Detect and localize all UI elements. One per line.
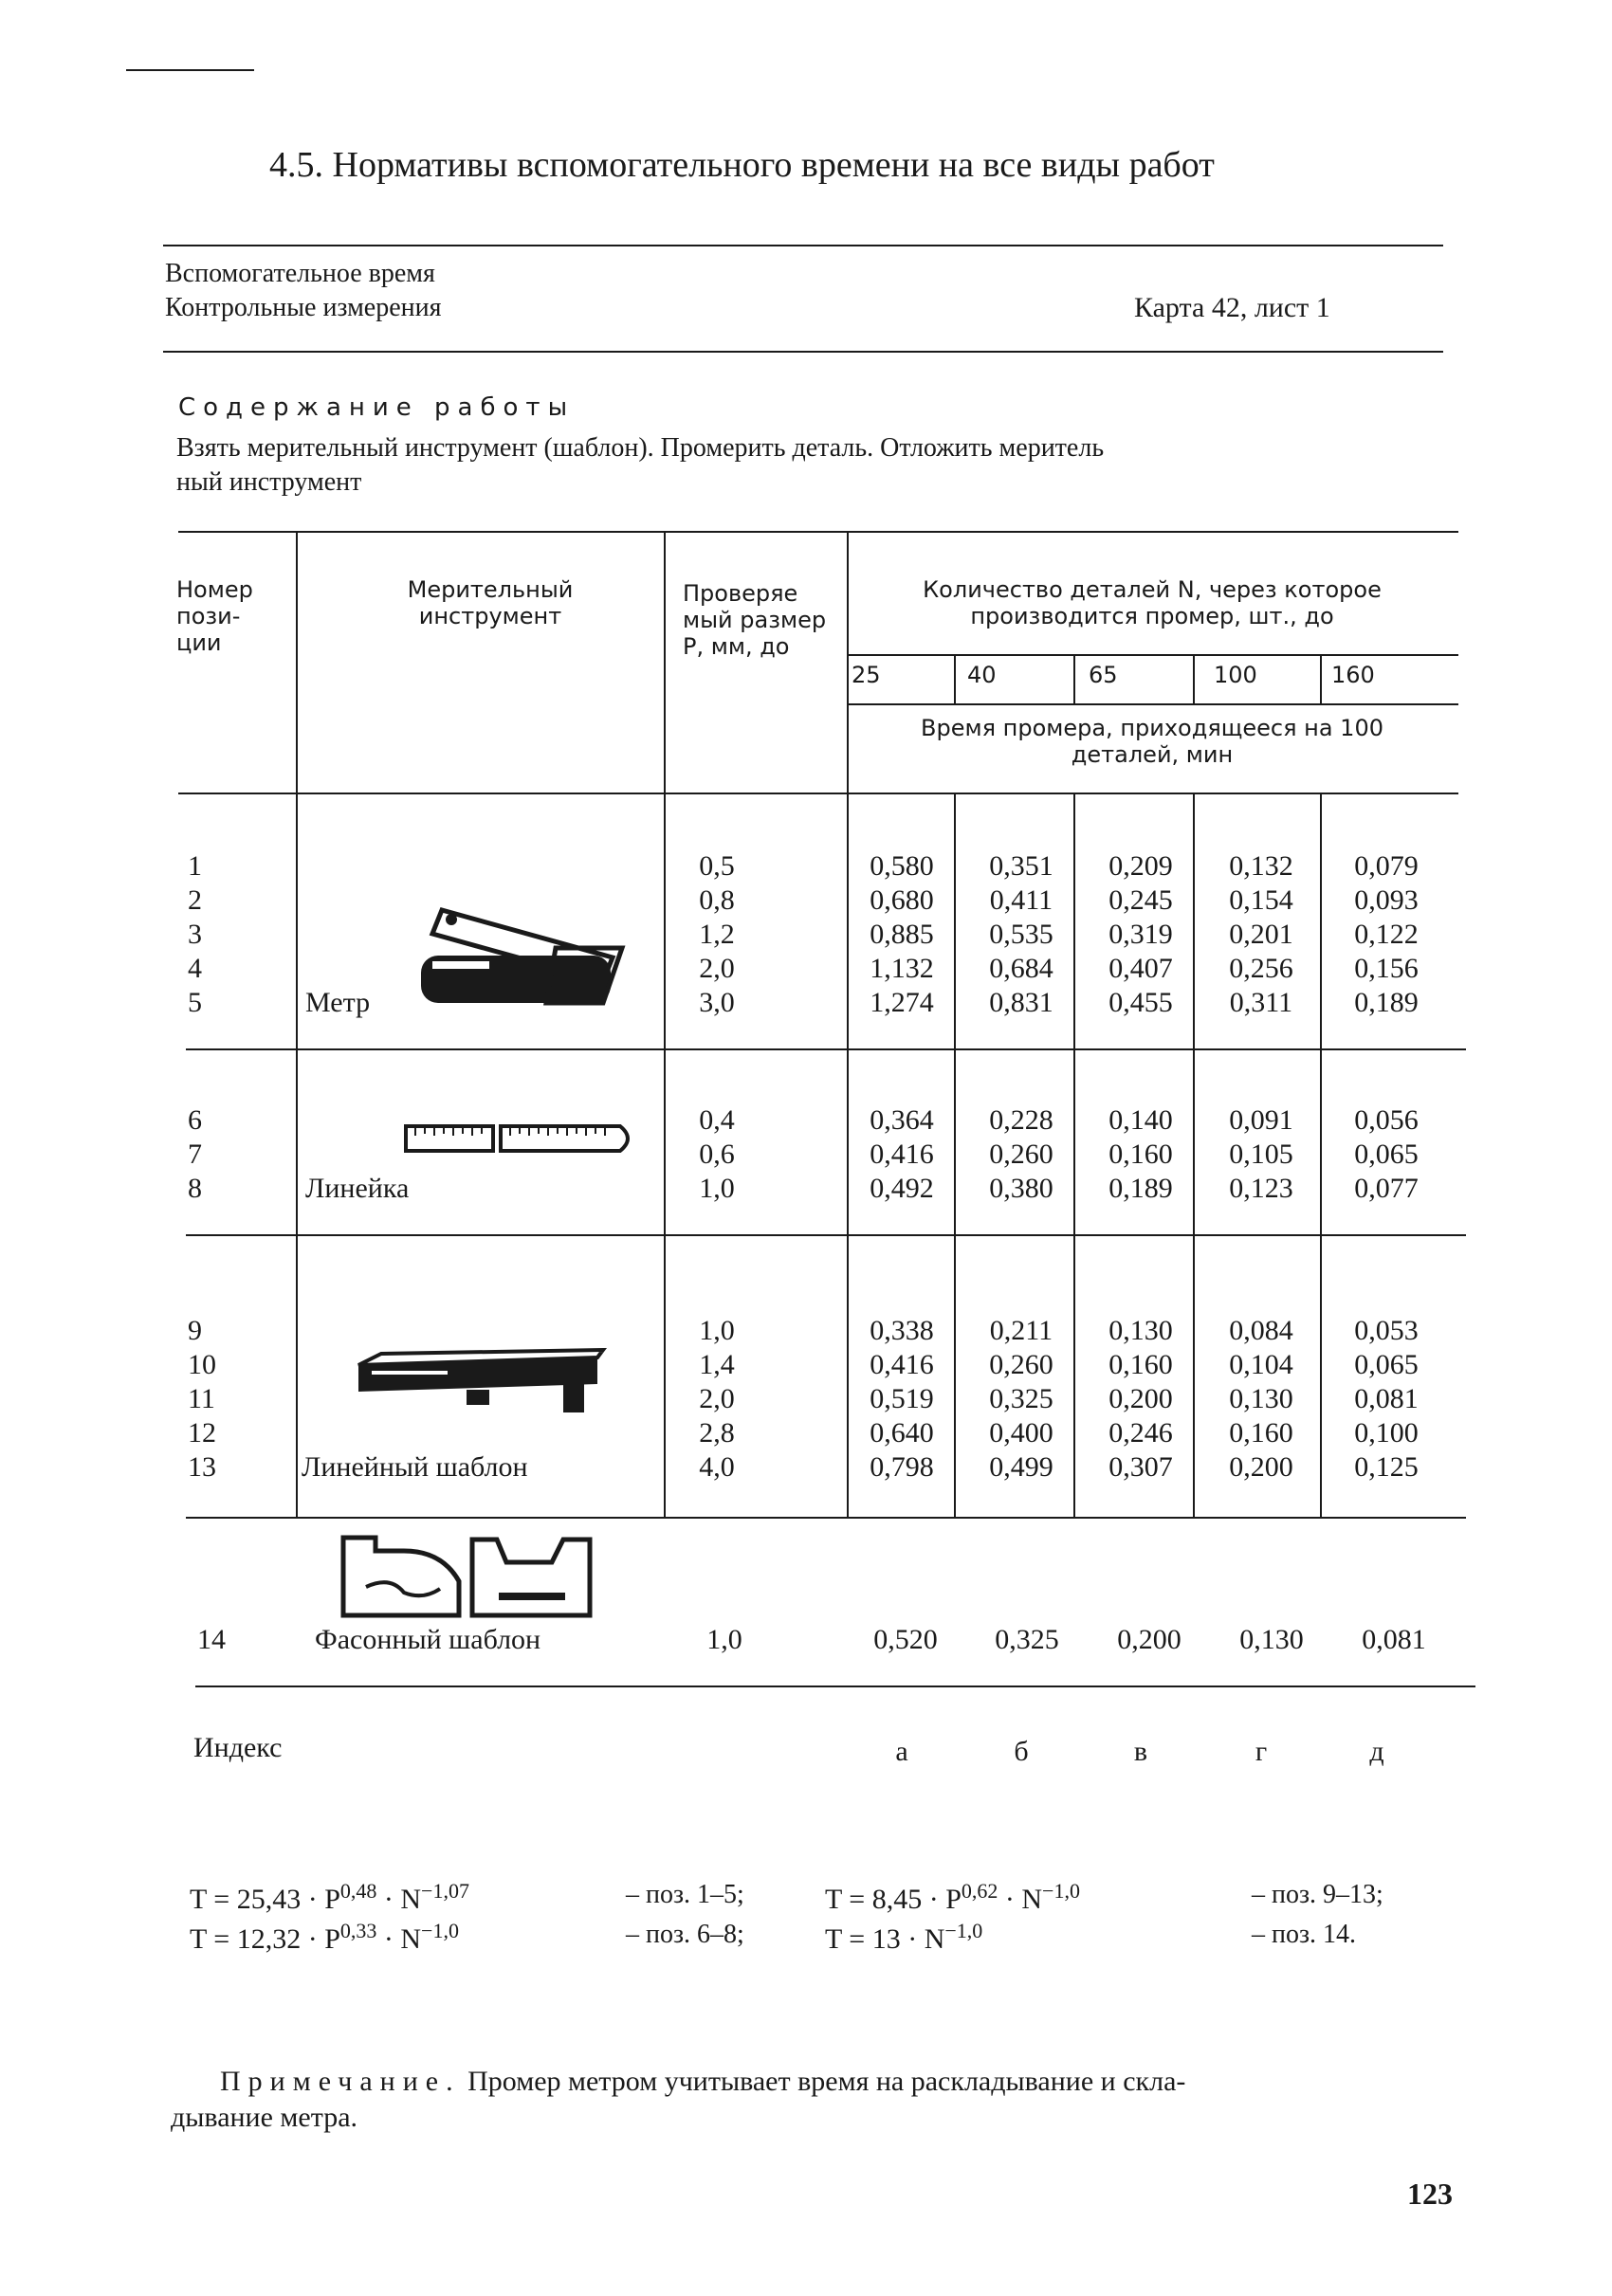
v-7-e: 0,065 — [1354, 1139, 1419, 1170]
v-12-d: 0,160 — [1229, 1417, 1293, 1449]
formula-3-tail: – поз. 6–8; — [626, 1920, 744, 1949]
p-5: 3,0 — [699, 987, 735, 1018]
p-13: 4,0 — [699, 1451, 735, 1483]
table-rule-n-top — [847, 654, 1458, 656]
v-6-e: 0,056 — [1354, 1104, 1419, 1136]
n-sep-2 — [1073, 654, 1075, 703]
v-11-d: 0,130 — [1229, 1383, 1293, 1414]
header-left-1: Вспомогательное время — [165, 259, 435, 288]
v-3-a: 0,885 — [870, 919, 934, 950]
formula-4: $T = 13 \cdot N^{-1,0}$ — [825, 1919, 983, 1955]
pos-13: 13 — [188, 1451, 216, 1483]
v-3-d: 0,201 — [1229, 919, 1293, 950]
v-1-b: 0,351 — [989, 850, 1053, 882]
v-10-b: 0,260 — [989, 1349, 1053, 1380]
p-12: 2,8 — [699, 1417, 735, 1449]
p-4: 2,0 — [699, 953, 735, 984]
v-1-a: 0,580 — [870, 850, 934, 882]
v-12-b: 0,400 — [989, 1417, 1053, 1449]
v-1-e: 0,079 — [1354, 850, 1419, 882]
p-9: 1,0 — [699, 1315, 735, 1346]
v-8-b: 0,380 — [989, 1173, 1053, 1204]
pos-7: 7 — [188, 1139, 202, 1170]
v-14-d: 0,130 — [1239, 1624, 1304, 1655]
v-13-d: 0,200 — [1229, 1451, 1293, 1483]
p-7: 0,6 — [699, 1139, 735, 1170]
v-14-a: 0,520 — [873, 1624, 938, 1655]
v-4-b: 0,684 — [989, 953, 1053, 984]
instrument-label-ruler: Линейка — [305, 1173, 410, 1204]
group-rule-3 — [186, 1517, 1466, 1519]
index-v: в — [1133, 1736, 1148, 1767]
note — [220, 2065, 1472, 2099]
n-40: 40 — [967, 662, 997, 688]
v-13-a: 0,798 — [870, 1451, 934, 1483]
group-rule-2 — [186, 1234, 1466, 1236]
v-2-a: 0,680 — [870, 884, 934, 916]
pos-11: 11 — [188, 1383, 215, 1414]
vline-pos — [296, 531, 298, 1517]
formula-2: $T = 8,45 \cdot P^{0,62} \cdot N^{-1,0}$ — [825, 1879, 1080, 1915]
top-short-rule — [126, 69, 254, 71]
pos-2: 2 — [188, 884, 202, 916]
pos-10: 10 — [188, 1349, 216, 1380]
pos-14: 14 — [197, 1624, 226, 1655]
n-65: 65 — [1089, 662, 1118, 688]
note-label: Примечание. — [220, 2066, 461, 2097]
v-5-c: 0,455 — [1108, 987, 1173, 1018]
n-160: 160 — [1331, 662, 1375, 688]
v-11-e: 0,081 — [1354, 1383, 1419, 1414]
instrument-label-meter: Метр — [305, 987, 371, 1018]
v-12-a: 0,640 — [870, 1417, 934, 1449]
v-9-c: 0,130 — [1108, 1315, 1173, 1346]
v-6-a: 0,364 — [870, 1104, 934, 1136]
v-14-b: 0,325 — [995, 1624, 1059, 1655]
v-5-d: 0,311 — [1229, 987, 1293, 1018]
shaped-template-icon — [338, 1534, 594, 1619]
v-10-e: 0,065 — [1354, 1349, 1419, 1380]
col-header-time: Время промера, приходящееся на 100 деталей, мин — [921, 715, 1383, 768]
table-rule-n-bottom — [847, 703, 1458, 705]
col-header-size: Проверяе мый размер P, мм, до — [683, 580, 827, 660]
v-13-e: 0,125 — [1354, 1451, 1419, 1483]
v-6-c: 0,140 — [1108, 1104, 1173, 1136]
page-number: 123 — [1407, 2177, 1453, 2211]
v-9-e: 0,053 — [1354, 1315, 1419, 1346]
pos-4: 4 — [188, 953, 202, 984]
pos-12: 12 — [188, 1417, 216, 1449]
v-7-b: 0,260 — [989, 1139, 1053, 1170]
v-2-c: 0,245 — [1108, 884, 1173, 916]
p-2: 0,8 — [699, 884, 735, 916]
group-rule-1 — [186, 1048, 1466, 1050]
linear-template-icon — [353, 1348, 609, 1420]
v-5-b: 0,831 — [989, 987, 1053, 1018]
v-12-e: 0,100 — [1354, 1417, 1419, 1449]
pos-5: 5 — [188, 987, 202, 1018]
vline-v4 — [1320, 793, 1322, 1517]
col-header-count: Количество деталей N, через которое производится промер, шт., до — [923, 576, 1382, 629]
v-11-b: 0,325 — [989, 1383, 1053, 1414]
v-4-a: 1,132 — [870, 953, 934, 984]
pos-6: 6 — [188, 1104, 202, 1136]
v-7-a: 0,416 — [870, 1139, 934, 1170]
v-5-e: 0,189 — [1354, 987, 1419, 1018]
v-2-d: 0,154 — [1229, 884, 1293, 916]
v-4-c: 0,407 — [1108, 953, 1173, 984]
n-sep-4 — [1320, 654, 1322, 703]
v-12-c: 0,246 — [1108, 1417, 1173, 1449]
formula-2-tail: – поз. 9–13; — [1252, 1880, 1383, 1909]
pos-9: 9 — [188, 1315, 202, 1346]
index-g: г — [1255, 1736, 1268, 1767]
header-rule-top — [163, 245, 1443, 246]
v-1-d: 0,132 — [1229, 850, 1293, 882]
v-13-b: 0,499 — [989, 1451, 1053, 1483]
note-text-2: дывание метра. — [171, 2102, 358, 2133]
v-2-b: 0,411 — [989, 884, 1053, 916]
formula-1: $T = 25,43 \cdot P^{0,48} \cdot N^{-1,07}$ — [190, 1879, 469, 1915]
content-text-1: Взять мерительный инструмент (шаблон). Промерить деталь. Отложить меритель — [176, 433, 1105, 463]
formula-4-tail: – поз. 14. — [1252, 1920, 1357, 1949]
content-text-2: ный инструмент — [176, 467, 362, 497]
p-11: 2,0 — [699, 1383, 735, 1414]
v-1-c: 0,209 — [1108, 850, 1173, 882]
v-13-c: 0,307 — [1108, 1451, 1173, 1483]
pos-3: 3 — [188, 919, 202, 950]
formula-1-tail: – поз. 1–5; — [626, 1880, 744, 1909]
v-5-a: 1,274 — [870, 987, 934, 1018]
pos-1: 1 — [188, 850, 202, 882]
p-8: 1,0 — [699, 1173, 735, 1204]
v-14-e: 0,081 — [1362, 1624, 1426, 1655]
v-11-c: 0,200 — [1108, 1383, 1173, 1414]
v-7-d: 0,105 — [1229, 1139, 1293, 1170]
table-rule-top — [178, 531, 1458, 533]
v-3-e: 0,122 — [1354, 919, 1419, 950]
formula-3: $T = 12,32 \cdot P^{0,33} \cdot N^{-1,0}$ — [190, 1919, 459, 1955]
instrument-label-linear-template: Линейный шаблон — [302, 1451, 528, 1483]
p-1: 0,5 — [699, 850, 735, 882]
v-8-e: 0,077 — [1354, 1173, 1419, 1204]
v-14-c: 0,200 — [1117, 1624, 1182, 1655]
col-header-position: Номер пози- ции — [176, 576, 253, 656]
v-8-d: 0,123 — [1229, 1173, 1293, 1204]
index-label: Индекс — [193, 1732, 283, 1763]
v-6-d: 0,091 — [1229, 1104, 1293, 1136]
v-4-d: 0,256 — [1229, 953, 1293, 984]
index-d: д — [1369, 1736, 1384, 1767]
table-rule-bottom — [195, 1686, 1475, 1687]
v-3-c: 0,319 — [1108, 919, 1173, 950]
header-right: Карта 42, лист 1 — [1134, 292, 1330, 323]
n-100: 100 — [1214, 662, 1257, 688]
v-10-a: 0,416 — [870, 1349, 934, 1380]
folding-meter-icon — [413, 891, 632, 1014]
content-heading: Содержание работы — [178, 393, 576, 422]
p-10: 1,4 — [699, 1349, 735, 1380]
instrument-label-shaped-template: Фасонный шаблон — [315, 1624, 541, 1655]
index-a: а — [895, 1736, 908, 1767]
v-9-a: 0,338 — [870, 1315, 934, 1346]
n-sep-3 — [1193, 654, 1195, 703]
v-3-b: 0,535 — [989, 919, 1053, 950]
p-14: 1,0 — [706, 1624, 742, 1655]
v-8-a: 0,492 — [870, 1173, 934, 1204]
v-9-b: 0,211 — [989, 1315, 1053, 1346]
p-6: 0,4 — [699, 1104, 735, 1136]
note-text-1: Промер метром учитывает время на раскладывание и скла- — [467, 2066, 1186, 2097]
n-25: 25 — [852, 662, 881, 688]
v-9-d: 0,084 — [1229, 1315, 1293, 1346]
header-left-2: Контрольные измерения — [165, 293, 442, 322]
n-sep-1 — [954, 654, 956, 703]
table-rule-header-bottom — [178, 793, 1458, 794]
v-7-c: 0,160 — [1108, 1139, 1173, 1170]
pos-8: 8 — [188, 1173, 202, 1204]
v-10-d: 0,104 — [1229, 1349, 1293, 1380]
v-8-c: 0,189 — [1108, 1173, 1173, 1204]
p-3: 1,2 — [699, 919, 735, 950]
v-10-c: 0,160 — [1108, 1349, 1173, 1380]
ruler-icon — [402, 1121, 639, 1162]
v-2-e: 0,093 — [1354, 884, 1419, 916]
col-header-instrument: Мерительный инструмент — [407, 576, 574, 629]
index-b: б — [1014, 1736, 1029, 1767]
v-6-b: 0,228 — [989, 1104, 1053, 1136]
page-title: 4.5. Нормативы вспомогательного времени на все виды работ — [269, 145, 1215, 185]
v-11-a: 0,519 — [870, 1383, 934, 1414]
header-rule-bottom — [163, 351, 1443, 353]
v-4-e: 0,156 — [1354, 953, 1419, 984]
